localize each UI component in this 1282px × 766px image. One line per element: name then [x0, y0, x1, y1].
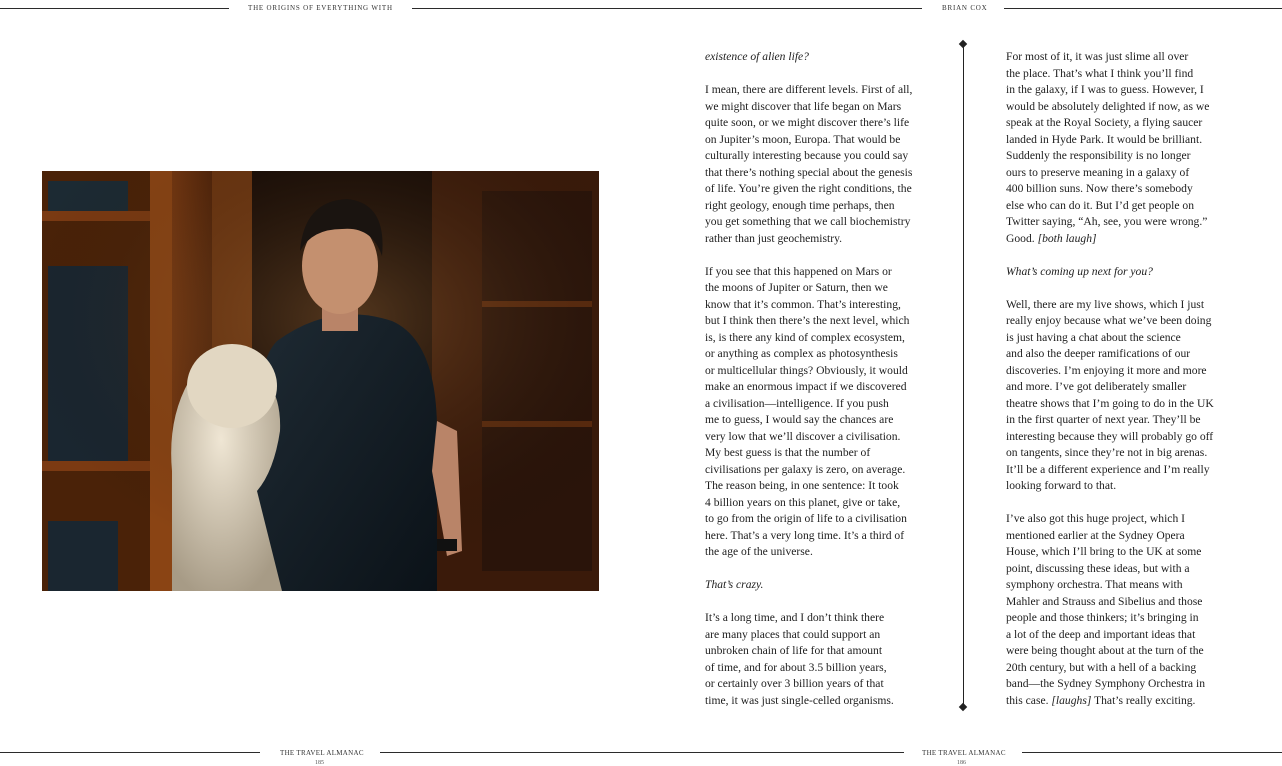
interview-question: existence of alien life?: [705, 50, 809, 63]
running-head-right: BRIAN COX: [942, 4, 988, 12]
footer-rule-right: [1022, 752, 1282, 753]
interview-answer: I mean, there are different levels. First of all, we might discover that life began on Mars quite soon, or we might discover there’s life on Jupiter’s moon, Europa. That would be culturally interesting because you could say that there’s nothing special about the genesis of life. You’re given the right conditions, the right geology, enough time perhaps, then you get something that we call biochemistry rather than just geochemistry.: [705, 83, 913, 245]
stage-direction: [laughs]: [1051, 693, 1092, 707]
interview-question: That’s crazy.: [705, 578, 764, 591]
answer-tail: That’s really exciting.: [1091, 693, 1196, 707]
interview-answer: [1006, 511, 1246, 709]
header-rule-left-a: [0, 8, 229, 9]
answer-text: I’ve also got this huge project, which I mentioned earlier at the Sydney Opera House, which I’ll bring to the UK at some point, discussing these ideas, but with a symphony orchestra. That means with Mahler and Strauss and Sibelius and those people and those thinkers; it’s bringing in a lot of the deep and important ideas that were being thought about at the turn of the 20th century, but with a hell of a backing band—the Sydney Symphony Orchestra in: [1006, 512, 1205, 690]
portrait-photo: [42, 171, 599, 591]
photo-portrait-icon: [42, 171, 599, 591]
page-number-right: 186: [957, 760, 966, 766]
footer-rule-left-b: [380, 752, 904, 753]
header-rule-right: [1004, 8, 1282, 9]
running-foot-left: THE TRAVEL ALMANAC: [280, 749, 364, 757]
answer-tail: this case.: [1006, 693, 1052, 707]
stage-direction: [both laugh]: [1037, 231, 1097, 245]
interview-answer: Well, there are my live shows, which I just really enjoy because what we’ve been doing is just having a chat about the science and also the deeper ramifications of our discoveries. I’m enjoying it more and more and more. I’ve got deliberately smaller theatre shows that I’m going to do in the UK in the first quarter of next year. They’ll be interesting because they will probably go off on tangents, since they’re not in big arenas. It’ll be a different experience and I’m really looking forward to that.: [1006, 297, 1214, 492]
article-column-2: [1006, 49, 1246, 709]
header-rule-left-b: [412, 8, 922, 9]
interview-answer: [1006, 49, 1246, 247]
divider-bottom-diamond: [959, 703, 967, 711]
article-column-1: [705, 49, 940, 709]
answer-tail: Good.: [1006, 231, 1038, 245]
running-head-left: THE ORIGINS OF EVERYTHING WITH: [248, 4, 393, 12]
page-number-left: 185: [315, 760, 324, 766]
interview-answer: It’s a long time, and I don’t think there are many places that could support an unbroken chain of life for that amount of time, and for about 3.5 billion years, or certainly over 3 billion years of that time, it was just single-celled organisms.: [705, 611, 894, 707]
running-foot-right: THE TRAVEL ALMANAC: [922, 749, 1006, 757]
footer-rule-left-a: [0, 752, 260, 753]
interview-question: What’s coming up next for you?: [1006, 264, 1153, 278]
answer-text: For most of it, it was just slime all over the place. That’s what I think you’ll find in the galaxy, if I was to guess. However, I would be absolutely delighted if now, as we speak at the Royal Society, a flying saucer landed in Hyde Park. It would be brilliant. Suddenly the responsibility is no longer ours to preserve meaning in a galaxy of 400 billion suns. Now there’s somebody else who can do it. But I’d get people on Twitter saying, “Ah, see, you were wrong.”: [1006, 50, 1210, 228]
interview-answer: If you see that this happened on Mars or the moons of Jupiter or Saturn, then we know that it’s common. That’s interesting, but I think then there’s the next level, which is, is there any kind of complex ecosystem, or anything as complex as photosynthesis or multicellular things? Obviously, it would make an enormous impact if we discovered a civilisation—intelligence. If you push me to guess, I would say the chances are very low that we’ll discover a civilisation. My best guess is that the number of civilisations per galaxy is zero, on average. The reason being, in one sentence: It took 4 billion years on this planet, give or take, to go from the origin of life to a civilisation here. That’s a very long time. It’s a third of the age of the universe.: [705, 264, 910, 558]
column-divider: [963, 45, 964, 707]
